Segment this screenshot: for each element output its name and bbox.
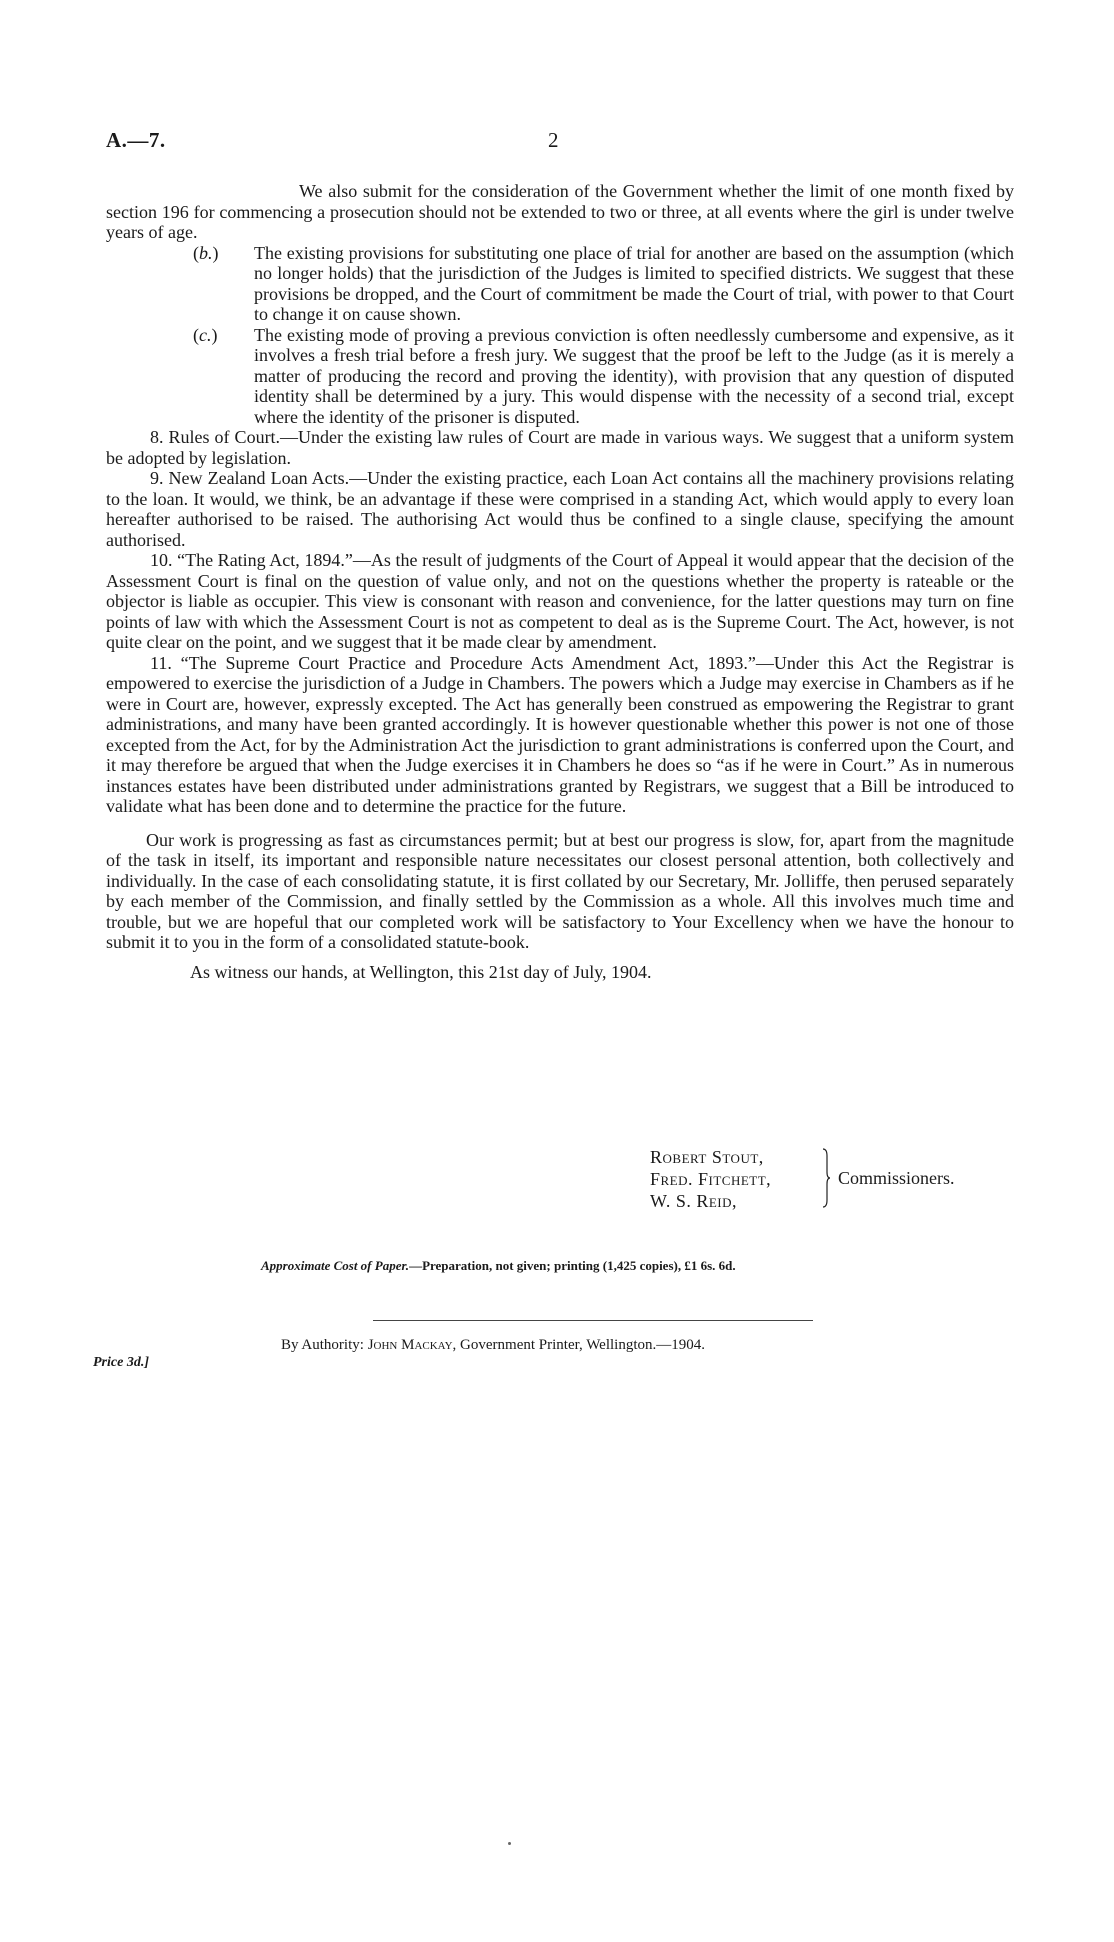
signatory-name: Fred. Fitchett, [650, 1169, 772, 1189]
cost-label: Approximate Cost of Paper. [261, 1258, 410, 1273]
price-label: Price 3d.] [93, 1355, 149, 1370]
item-10: 10. “The Rating Act, 1894.”—As the result of judgments of the Court of Appeal it would appear that the decision of the Assessment Court is final on the question of value only, and not on the questions whether the property is rateable or the objector is liable as occupier. This view is consonant with reason and convenience, for the latter questions may turn on fine points of law with which the Assessment Court is not as competent to deal as is the Supreme Court. The Act, however, is not quite clear on the point, and we suggest that it be made clear by amendment. [106, 550, 1014, 652]
item-11: 11. “The Supreme Court Practice and Procedure Acts Amendment Act, 1893.”—Under this Act the Registrar is empowered to exercise the jurisdiction of a Judge in Chambers. The powers which a Judge may exercise in Chambers as if he were in Court are, however, expressly excepted. The Act has generally been construed as empowering the Registrar to grant administrations, and many have been granted accordingly. It is however questionable whether this power is not one of those excepted from the Act, for by the Administration Act the jurisdiction to grant administrations is conferred upon the Court, and it may therefore be argued that when the Judge exercises it in Chambers he does so “as if he were in Court.” As in numerous instances estates have been distributed under administrations granted by Registrars, we suggest that a Bill be introduced to validate what has been done and to determine the practice for the future. [106, 652, 1014, 816]
item-c [106, 325, 1014, 428]
signatory-name: Robert Stout, [650, 1147, 764, 1167]
signatory-name: W. S. Reid, [650, 1191, 738, 1211]
signature-block [650, 1146, 771, 1212]
footer-rule [373, 1320, 813, 1321]
limit-paragraph: We also submit for the consideration of the Government whether the limit of one month fixed by section 196 for commencing a prosecution should not be extended to two or three, at all events where the girl is under twelve years of age. [106, 181, 1014, 242]
page-speck [508, 1842, 511, 1845]
authority-suffix: Government Printer, Wellington.—1904. [460, 1337, 706, 1353]
page-number: 2 [548, 128, 559, 152]
document-reference: A.—7. [106, 128, 166, 152]
witness-line: As witness our hands, at Wellington, this 21st day of July, 1904. [190, 961, 652, 982]
item-b [106, 243, 1014, 325]
item-c-text: The existing mode of proving a previous conviction is often needlessly cumbersome and expensive, as it involves a fresh trial before a fresh jury. We suggest that the proof be left to the Judge (as it is merely a matter of producing the record and proving the identity), with provision that any question of disputed identity shall be determined by a jury. This would dispense with the necessity of a second trial, except where the identity of the prisoner is disputed. [254, 324, 1014, 427]
authority-line [281, 1335, 705, 1356]
commissioners-label: Commissioners. [838, 1168, 955, 1188]
item-8: 8. Rules of Court.—Under the existing law rules of Court are made in various ways. We suggest that a uniform system be adopted by legislation. [106, 427, 1014, 468]
item-b-text: The existing provisions for substituting one place of trial for another are based on the assumption (which no longer holds) that the jurisdiction of the Judges is limited to specified districts. We suggest that these provisions be dropped, and the Court of commitment be made the Court of trial, with power to that Court to change it on cause shown. [254, 242, 1014, 324]
signature-brace [822, 1148, 830, 1208]
body-text [106, 181, 1014, 982]
cost-of-paper [261, 1256, 736, 1277]
authority-prefix: By Authority: [281, 1337, 364, 1353]
item-b-label: (b.) [193, 242, 219, 263]
progress-paragraph: Our work is progressing as fast as circumstances permit; but at best our progress is slow, for, apart from the magnitude of the task in itself, its important and responsible nature necessitates our closest personal attention, both collectively and individually. In the case of each consolidating statute, it is first collated by our Secretary, Mr. Jolliffe, then perused separately by each member of the Commission, and finally settled by the Commission as a whole. All this involves much time and trouble, but we are hopeful that our completed work will be satisfactory to Your Excellency when we have the honour to submit it to you in the form of a consolidated statute-book. [106, 829, 1014, 952]
cost-text: —Preparation, not given; printing (1,425 copies), £1 6s. 6d. [409, 1258, 736, 1273]
item-c-label: (c.) [193, 324, 218, 345]
printer-name: John Mackay, [367, 1337, 457, 1353]
item-9: 9. New Zealand Loan Acts.—Under the existing practice, each Loan Act contains all the machinery provisions relating to the loan. It would, we think, be an advantage if these were comprised in a standing Act, which would apply to every loan hereafter authorised to be raised. The authorising Act would thus be confined to a single clause, specifying the amount authorised. [106, 468, 1014, 550]
